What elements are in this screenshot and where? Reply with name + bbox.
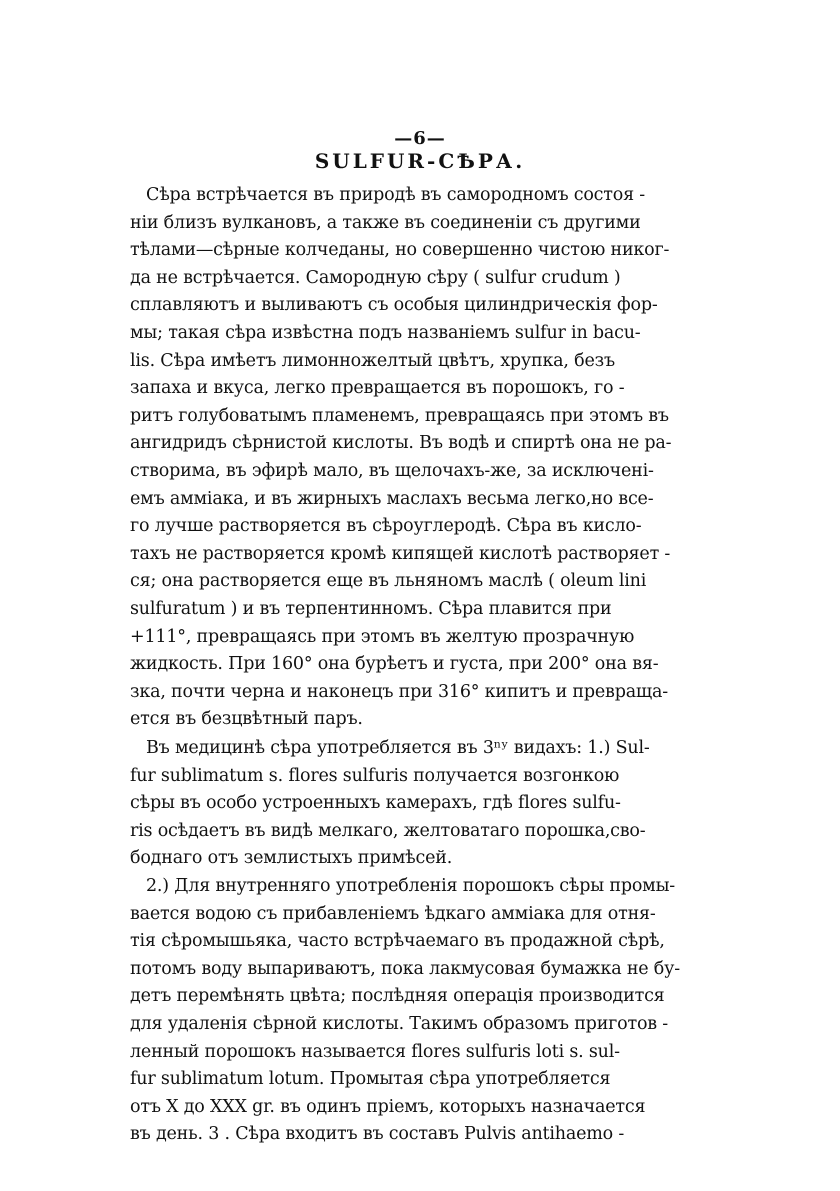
text-line: Сѣра встрѣчается въ природѣ въ самородномъ состоя -: [146, 185, 646, 205]
text-line: мы; такая сѣра извѣстна подъ названіемъ sulfur in bacu-: [130, 322, 641, 343]
text-line: lis. Сѣра имѣетъ лимонножелтый цвѣтъ, хрупка, безъ: [130, 350, 615, 371]
text-line: +111°, превращаясь при этомъ въ желтую прозрачную: [130, 626, 635, 647]
text-line: вается водою съ прибавленіемъ ѣдкаго амміака для отня-: [130, 903, 656, 924]
text-line: 2.) Для внутренняго употребленія порошокъ сѣры промы-: [146, 876, 676, 896]
text-line: детъ перемѣнять цвѣта; послѣдняя операція производится: [130, 986, 665, 1007]
text-line: sulfuratum ) и въ терпентинномъ. Сѣра плавится при: [130, 598, 612, 619]
text-line: потомъ воду выпариваютъ, пока лакмусовая бумажка не бу-: [130, 958, 680, 979]
text-line: го лучше растворяется въ сѣроуглеродѣ. Сѣра въ кисло-: [130, 516, 642, 537]
text-line: тахъ не растворяется кромѣ кипящей кислотѣ растворяет -: [130, 543, 671, 564]
text-line: жидкость. При 160° она бурѣетъ и густа, при 200° она вя-: [130, 654, 659, 675]
page-heading: SULFUR-СѢРА.: [314, 149, 526, 173]
text-line: отъ X до XXX gr. въ одинъ пріемъ, которыхъ назначается: [130, 1096, 646, 1117]
paragraph-2: [130, 735, 678, 873]
text-line: зка, почти черна и наконецъ при 316° кипитъ и превраща-: [130, 681, 668, 702]
text-line: сѣры въ особо устроенныхъ камерахъ, гдѣ flores sulfu-: [130, 793, 621, 814]
text-line: тія сѣромышьяка, часто встрѣчаемаго въ продажной сѣрѣ,: [130, 931, 665, 952]
text-line: емъ амміака, и въ жирныхъ маслахъ весьма легко,но все-: [130, 488, 654, 509]
text-line: fur sublimatum lotum. Промытая сѣра употребляется: [130, 1069, 611, 1090]
text-line: ется въ безцвѣтный паръ.: [130, 709, 363, 730]
text-line: тѣлами—сѣрные колчеданы, но совершенно чистою никог-: [130, 240, 670, 261]
text-line: ris осѣдаетъ въ видѣ мелкаго, желтоватаго порошка,сво-: [130, 820, 646, 841]
text-line: ритъ голубоватымъ пламенемъ, превращаясь при этомъ въ: [130, 405, 669, 426]
text-line: сплавляютъ и выливаютъ съ особыя цилиндрическія фор-: [130, 295, 658, 316]
paragraph-3: [130, 873, 678, 1149]
text-line: Въ медицинѣ сѣра употребляется въ 3ⁿʸ видахъ: 1.) Sul-: [146, 738, 650, 758]
text-line: да не встрѣчается. Самородную сѣру ( sulfur crudum ): [130, 267, 621, 288]
text-line: ніи близъ вулкановъ, а также въ соединеніи съ другими: [130, 212, 641, 233]
paragraph-1: [130, 182, 678, 734]
text-line: запаха и вкуса, легко превращается въ порошокъ, го -: [130, 378, 625, 399]
text-line: для удаленія сѣрной кислоты. Такимъ образомъ приготов -: [130, 1013, 669, 1034]
text-line: въ день. 3 . Сѣра входитъ въ составъ Pulvis antihaemo -: [130, 1124, 625, 1145]
page-number: —6—: [394, 128, 446, 149]
text-line: боднаго отъ землистыхъ примѣсей.: [130, 848, 453, 869]
text-line: ангидридъ сѣрнистой кислоты. Въ водѣ и спиртѣ она не ра-: [130, 433, 672, 454]
text-line: ленный порошокъ называется flores sulfuris loti s. sul-: [130, 1041, 620, 1062]
text-line: створима, въ эфирѣ мало, въ щелочахъ-же, за исключені-: [130, 460, 654, 481]
text-line: ся; она растворяется еще въ льняномъ маслѣ ( oleum lini: [130, 571, 647, 592]
text-line: fur sublimatum s. flores sulfuris получается возгонкою: [130, 765, 620, 786]
